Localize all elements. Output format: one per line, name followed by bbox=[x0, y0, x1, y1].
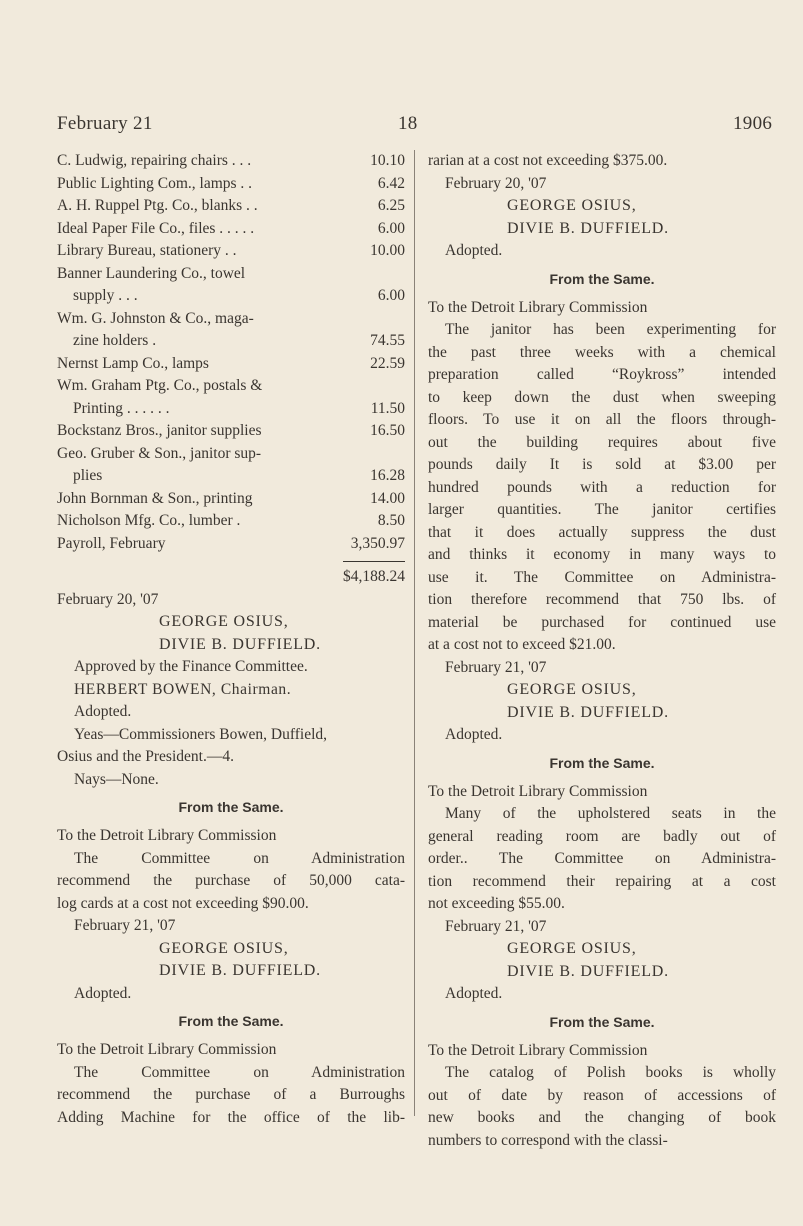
account-row bbox=[57, 510, 405, 533]
addressee-line: To the Detroit Library Commission bbox=[428, 1041, 648, 1059]
account-row bbox=[57, 218, 405, 241]
account-amount: 14.00 bbox=[370, 489, 405, 507]
account-amount: 16.28 bbox=[370, 467, 405, 484]
body-line: not exceeding $55.00. bbox=[428, 895, 565, 912]
adopted-line: Adopted. bbox=[445, 985, 503, 1002]
addressee-line: To the Detroit Library Commission bbox=[428, 298, 648, 316]
body-line: general reading room are badly out of bbox=[428, 827, 776, 845]
account-row bbox=[57, 150, 405, 173]
body-line: out of date by reason of accessions of bbox=[428, 1086, 776, 1104]
body-line: The Committee on Administration bbox=[74, 1063, 405, 1081]
body-line: Many of the upholstered seats in the bbox=[445, 805, 776, 822]
account-row bbox=[57, 443, 405, 466]
body-line: out the building requires about five bbox=[428, 433, 776, 451]
body-line: and thinks it economy in many ways to bbox=[428, 546, 776, 563]
signer: GEORGE OSIUS, bbox=[159, 939, 289, 957]
account-label: plies bbox=[73, 467, 103, 484]
body-line: pounds daily It is sold at $3.00 per bbox=[428, 456, 776, 473]
body-line: the past three weeks with a chemical bbox=[428, 343, 776, 361]
signer: DIVIE B. DUFFIELD. bbox=[507, 703, 669, 721]
account-amount: 6.42 bbox=[377, 174, 405, 192]
signer: DIVIE B. DUFFIELD. bbox=[159, 962, 321, 979]
body-line: The janitor has been experimenting for bbox=[445, 321, 776, 338]
body-line: recommend the purchase of 50,000 cata- bbox=[57, 872, 405, 889]
body-line: use it. The Committee on Administra- bbox=[428, 568, 776, 586]
body-line: numbers to correspond with the classi- bbox=[428, 1131, 668, 1149]
account-label: C. Ludwig, repairing chairs . . . bbox=[57, 152, 252, 169]
signer: GEORGE OSIUS, bbox=[159, 613, 289, 630]
account-label: Wm. Graham Ptg. Co., postals & bbox=[57, 377, 263, 394]
adopted-line: Adopted. bbox=[445, 726, 503, 743]
column-divider bbox=[414, 150, 415, 1116]
body-line: tion recommend their repairing at a cost bbox=[428, 872, 776, 890]
account-label: Nicholson Mfg. Co., lumber . bbox=[57, 512, 241, 529]
account-row bbox=[57, 353, 405, 376]
account-row bbox=[57, 465, 405, 488]
signer: GEORGE OSIUS, bbox=[507, 197, 637, 214]
date-line: February 21, '07 bbox=[445, 917, 547, 935]
body-line: The Committee on Administration bbox=[74, 849, 405, 867]
account-row bbox=[57, 420, 405, 443]
body-line: at a cost not to exceed $21.00. bbox=[428, 636, 616, 653]
account-row bbox=[57, 240, 405, 263]
account-label: Bockstanz Bros., janitor supplies bbox=[57, 422, 262, 439]
chairman-line: HERBERT BOWEN, Chairman. bbox=[74, 680, 292, 698]
accounts-list bbox=[57, 150, 405, 555]
body-line: The catalog of Polish books is wholly bbox=[445, 1064, 776, 1081]
account-row bbox=[57, 330, 405, 353]
left-column bbox=[57, 150, 405, 1129]
paragraph bbox=[428, 319, 776, 657]
adopted-line: Adopted. bbox=[74, 703, 132, 720]
body-line: order.. The Committee on Administra- bbox=[428, 850, 776, 867]
body-line: rarian at a cost not exceeding $375.00. bbox=[428, 152, 668, 169]
total-row bbox=[57, 566, 405, 589]
body-line: preparation called “Roykross” intended bbox=[428, 366, 776, 383]
addressee-line: To the Detroit Library Commission bbox=[57, 827, 277, 844]
body-line: floors. To use it on all the floors through- bbox=[428, 411, 776, 428]
account-label: Printing . . . . . . bbox=[73, 399, 170, 417]
account-row bbox=[57, 308, 405, 331]
paragraph bbox=[428, 803, 776, 916]
account-row bbox=[57, 398, 405, 421]
signer: DIVIE B. DUFFIELD. bbox=[507, 219, 669, 237]
account-amount: 8.50 bbox=[377, 512, 405, 529]
account-row bbox=[57, 375, 405, 398]
account-label: John Bornman & Son., printing bbox=[57, 489, 253, 507]
account-row bbox=[57, 285, 405, 308]
account-amount: 11.50 bbox=[370, 399, 405, 417]
account-row bbox=[57, 195, 405, 218]
date-line: February 21, '07 bbox=[445, 658, 547, 676]
section-heading: From the Same. bbox=[178, 1013, 284, 1029]
account-amount: 6.00 bbox=[377, 219, 405, 237]
nays-line: Nays—None. bbox=[74, 770, 159, 788]
account-label: Library Bureau, stationery . . bbox=[57, 242, 237, 259]
body-line: recommend the purchase of a Burroughs bbox=[57, 1086, 405, 1103]
date-line: February 21, '07 bbox=[74, 917, 176, 934]
body-line: new books and the changing of book bbox=[428, 1109, 776, 1126]
account-label: Banner Laundering Co., towel bbox=[57, 264, 246, 282]
section-heading: From the Same. bbox=[178, 799, 284, 815]
total-amount: $4,188.24 bbox=[343, 568, 405, 585]
account-label: Wm. G. Johnston & Co., maga- bbox=[57, 309, 254, 327]
account-amount: 6.25 bbox=[377, 197, 405, 214]
adopted-line: Adopted. bbox=[74, 984, 132, 1002]
signer: GEORGE OSIUS, bbox=[507, 681, 637, 698]
paragraph bbox=[428, 1062, 776, 1152]
account-amount: 3,350.97 bbox=[350, 534, 405, 552]
body-line: log cards at a cost not exceeding $90.00. bbox=[57, 894, 309, 912]
account-label: Ideal Paper File Co., files . . . . . bbox=[57, 219, 255, 237]
yeas-line: Yeas—Commissioners Bowen, Duffield, bbox=[74, 725, 328, 743]
account-label: supply . . . bbox=[73, 287, 138, 304]
addressee-line: To the Detroit Library Commission bbox=[57, 1041, 277, 1058]
approval-line: Approved by the Finance Committee. bbox=[74, 658, 308, 675]
account-row bbox=[57, 263, 405, 286]
header-year: 1906 bbox=[733, 113, 773, 134]
account-row bbox=[57, 488, 405, 511]
date-line: February 20, '07 bbox=[445, 174, 547, 192]
right-column bbox=[428, 150, 776, 1152]
body-line: material be purchased for continued use bbox=[428, 613, 776, 631]
yeas-line: Osius and the President.—4. bbox=[57, 748, 234, 765]
account-amount: 16.50 bbox=[370, 422, 405, 439]
account-label: Nernst Lamp Co., lamps bbox=[57, 354, 209, 372]
account-label: Geo. Gruber & Son., janitor sup- bbox=[57, 444, 262, 462]
body-line: hundred pounds with a reduction for bbox=[428, 478, 776, 496]
signer: GEORGE OSIUS, bbox=[507, 940, 637, 957]
section-heading: From the Same. bbox=[549, 1013, 655, 1030]
section-heading: From the Same. bbox=[549, 754, 655, 771]
date-line: February 20, '07 bbox=[57, 590, 159, 608]
account-label: Public Lighting Com., lamps . . bbox=[57, 174, 253, 192]
header-date: February 21 bbox=[57, 113, 153, 134]
signer: DIVIE B. DUFFIELD. bbox=[159, 635, 321, 653]
account-row bbox=[57, 173, 405, 196]
account-amount: 10.00 bbox=[370, 242, 405, 259]
body-line: Adding Machine for the office of the lib- bbox=[57, 1108, 405, 1126]
adopted-line: Adopted. bbox=[445, 242, 503, 259]
section-heading: From the Same. bbox=[549, 270, 655, 287]
body-line: to keep down the dust when sweeping bbox=[428, 388, 776, 406]
account-label: zine holders . bbox=[73, 332, 157, 349]
account-amount: 22.59 bbox=[370, 354, 405, 372]
total-rule bbox=[343, 561, 405, 562]
signer: DIVIE B. DUFFIELD. bbox=[507, 962, 669, 980]
account-label: Payroll, February bbox=[57, 534, 166, 552]
body-line: that it does actually suppress the dust bbox=[428, 523, 776, 541]
addressee-line: To the Detroit Library Commission bbox=[428, 782, 648, 800]
body-line: larger quantities. The janitor certifies bbox=[428, 501, 776, 518]
body-line: tion therefore recommend that 750 lbs. of bbox=[428, 591, 776, 608]
account-amount: 10.10 bbox=[370, 152, 405, 169]
page-number: 18 bbox=[398, 113, 418, 134]
account-amount: 6.00 bbox=[377, 287, 405, 304]
account-label: A. H. Ruppel Ptg. Co., blanks . . bbox=[57, 197, 258, 214]
account-row bbox=[57, 533, 405, 556]
account-amount: 74.55 bbox=[370, 332, 405, 349]
